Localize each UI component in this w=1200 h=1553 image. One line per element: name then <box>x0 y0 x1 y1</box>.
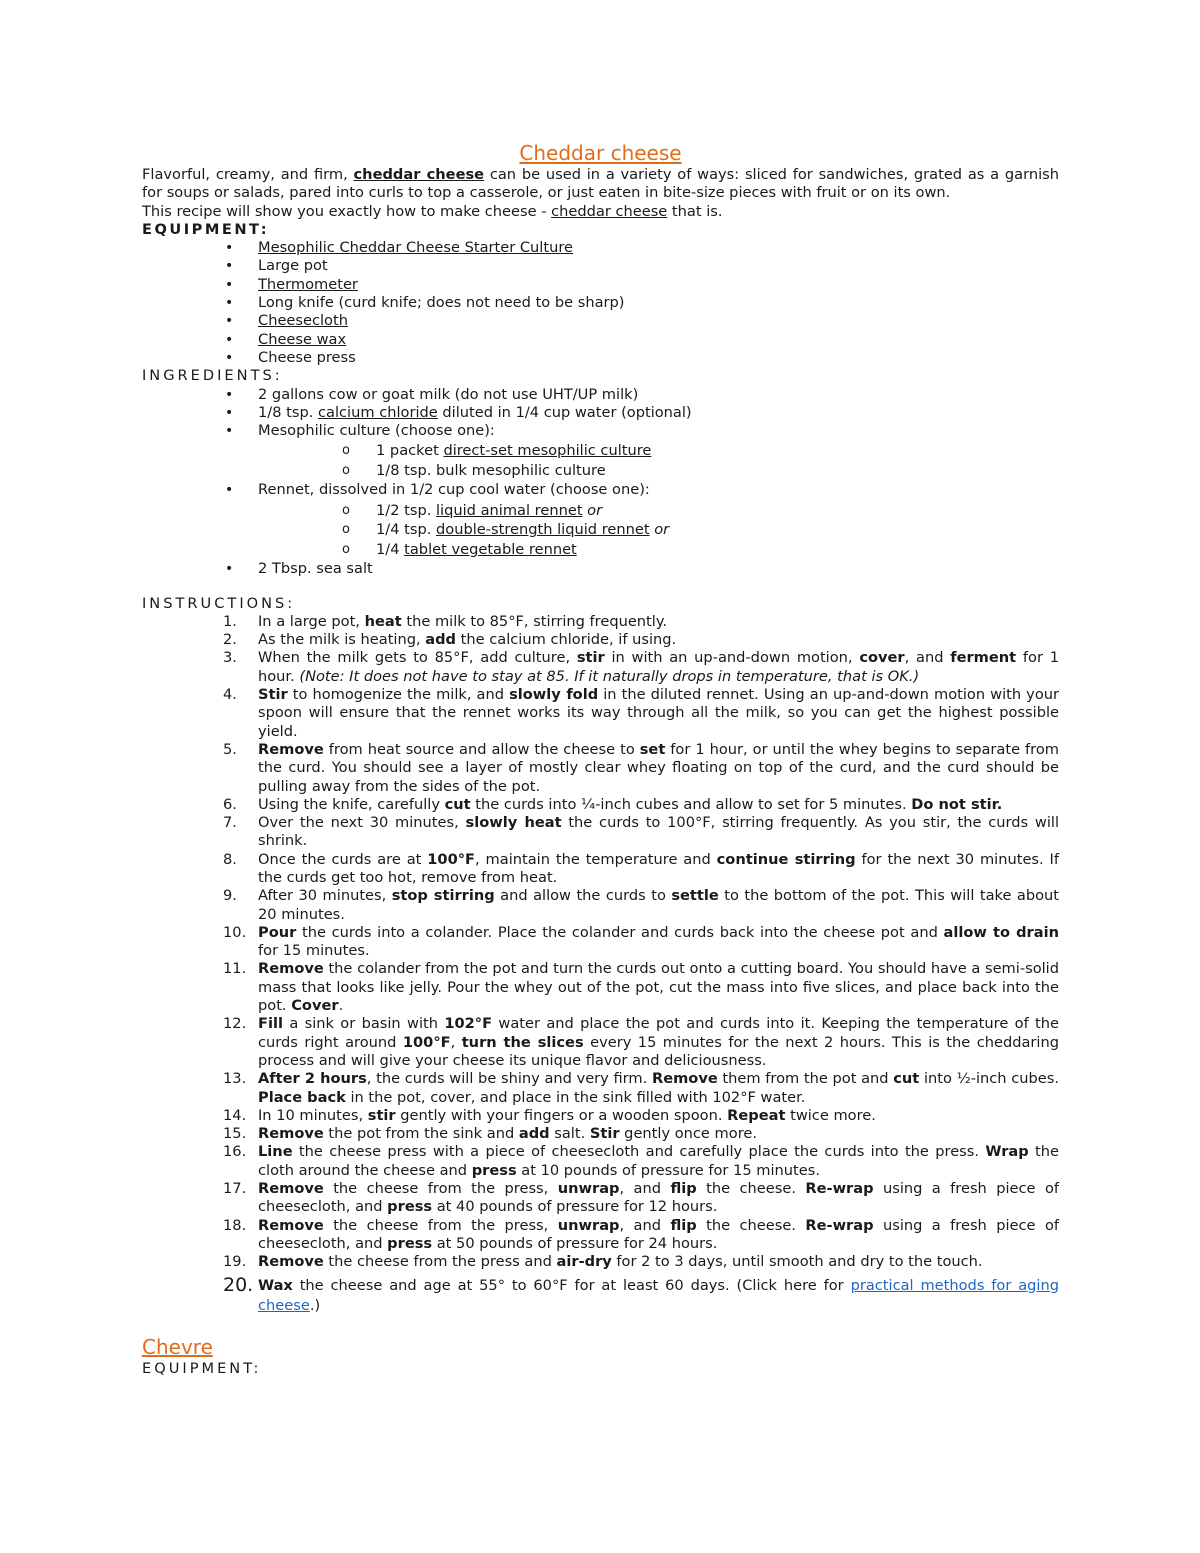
thermometer-link[interactable]: Thermometer <box>258 275 358 293</box>
step-number: 1. <box>223 612 237 630</box>
step-emphasis: 102°F <box>444 1015 493 1033</box>
instruction-step <box>223 1143 1059 1180</box>
intro-text: Flavorful, creamy, and firm, <box>142 166 354 183</box>
intro2-text-rest: that is. <box>667 202 723 220</box>
rennet-1-or: or <box>582 501 603 519</box>
step-text: in the diluted rennet. Using an up-and-down motion with your spoon will ensure that the rennet works its way through all the milk, so you can get the highest possible yield. <box>258 686 1059 740</box>
step-text: the cheese. <box>696 1216 806 1234</box>
step-number: 10. <box>223 923 247 941</box>
step-text: In a large pot, <box>258 612 365 630</box>
step-text: for 1 hour, or until the whey begins to separate from the curd. You should see a layer of mostly clear whey floating on top of the curd, and the curd should be pulling away from the sides of the pot. <box>258 740 1059 795</box>
instruction-step <box>223 1070 1059 1107</box>
step-emphasis: add <box>425 631 457 649</box>
step-number: 7. <box>223 814 237 832</box>
culture-2-text: 1/8 tsp. bulk mesophilic culture <box>376 461 606 479</box>
step-number: 18. <box>223 1216 247 1234</box>
list-item <box>258 560 1059 578</box>
rennet-3-text: 1/4 <box>376 540 405 558</box>
step-emphasis: 100°F <box>427 850 476 868</box>
step-text: using a fresh piece of cheesecloth, and <box>258 1216 1060 1252</box>
step-emphasis: Line <box>258 1143 293 1161</box>
step-text: the calcium chloride, if using. <box>456 631 677 649</box>
cheese-wax-link[interactable]: Cheese wax <box>258 330 347 348</box>
step-emphasis: Remove <box>651 1070 718 1088</box>
instruction-step <box>223 1125 1059 1143</box>
cheese-press-text: Cheese press <box>258 348 356 366</box>
step-text: at 10 pounds of pressure for 15 minutes. <box>516 1161 820 1179</box>
step-number: 20. <box>223 1273 254 1296</box>
step-text: twice more. <box>785 1106 876 1124</box>
step-text: , and <box>619 1180 671 1198</box>
step-emphasis: Do not stir. <box>911 795 1003 813</box>
step-text: the curds to 100°F, stirring frequently. As you stir, the curds will shrink. <box>258 814 1060 850</box>
step-text: for 2 to 3 days, until smooth and dry to the touch. <box>611 1253 983 1271</box>
culture-label: Mesophilic culture (choose one): <box>258 422 495 440</box>
milk-text: 2 gallons cow or goat milk (do not use UHT/UP milk) <box>258 385 639 403</box>
rennet-options <box>258 501 1059 560</box>
step-emphasis: cut <box>893 1070 920 1088</box>
step-emphasis: add <box>518 1125 550 1143</box>
sub-list-item <box>376 441 1059 461</box>
step-text: the cheese from the press, <box>323 1180 558 1198</box>
step-emphasis: press <box>387 1198 433 1216</box>
sub-list-item <box>376 501 1059 521</box>
instruction-step <box>223 1180 1060 1217</box>
instruction-step <box>223 1253 1059 1271</box>
calcium-chloride-link[interactable]: calcium chloride <box>318 403 438 421</box>
step-emphasis: After 2 hours <box>258 1070 367 1088</box>
step-text: salt. <box>549 1125 590 1143</box>
step-emphasis: Remove <box>258 1125 324 1143</box>
instruction-step <box>223 850 1059 888</box>
step-emphasis: continue stirring <box>716 850 856 868</box>
instruction-step <box>223 1106 1059 1125</box>
sub-list-item <box>376 461 1059 481</box>
instruction-step <box>223 1273 1059 1316</box>
step-text: , maintain the temperature and <box>475 850 717 868</box>
instruction-step <box>223 887 1059 924</box>
step-text: Over the next 30 minutes, <box>258 814 466 832</box>
cheddar-cheese-link-2[interactable]: cheddar cheese <box>551 202 668 220</box>
step-text: them from the pot and <box>717 1070 894 1088</box>
step-emphasis: stir <box>367 1106 396 1124</box>
step-number: 17. <box>223 1180 247 1198</box>
step-number: 6. <box>223 795 237 813</box>
step-text: for 15 minutes. <box>258 942 370 960</box>
step-emphasis: flip <box>670 1216 697 1234</box>
step-note: (Note: It does not have to stay at 85. If it naturally drops in temperature, that is OK.) <box>299 667 920 685</box>
step-emphasis: Remove <box>258 740 324 758</box>
step-text: As the milk is heating, <box>258 631 426 649</box>
step-text: using a fresh piece of cheesecloth, and <box>258 1180 1060 1216</box>
page-title: Cheddar cheese <box>519 141 682 165</box>
sub-list-item <box>376 520 1059 540</box>
step-text: the milk to 85°F, stirring frequently. <box>401 612 668 630</box>
step-emphasis: Remove <box>258 1253 324 1271</box>
step-emphasis: Pour <box>258 923 297 941</box>
list-item <box>258 312 1059 330</box>
step-number: 14. <box>223 1106 247 1124</box>
step-emphasis: slowly fold <box>509 686 599 704</box>
intro-text-rest: can be used in a variety of ways: sliced for sandwiches, grated as a garnish for soups or salads, pared into curls to top a casserole, or just eaten in bite-size pieces with fruit or on its own. <box>142 166 1059 202</box>
step-text: gently with your fingers or a wooden spoon. <box>395 1106 728 1124</box>
equipment-list <box>142 239 1059 367</box>
step-text: in the pot, cover, and place in the sink filled with 102°F water. <box>345 1088 806 1106</box>
step-number: 13. <box>223 1070 247 1088</box>
step-text: the colander from the pot and turn the curds out onto a cutting board. You should have a semi-solid mass that looks like jelly. Pour the whey out of the pot, cut the mass into five slices, and place back into the pot. <box>258 960 1059 1015</box>
step-text: . <box>338 997 344 1015</box>
step-emphasis: Fill <box>258 1015 283 1033</box>
starter-culture-link[interactable]: Mesophilic Cheddar Cheese Starter Culture <box>258 239 573 257</box>
step-text: every 15 minutes for the next 2 hours. This is the cheddaring process and will give your cheese its unique flavor and deliciousness. <box>258 1033 1060 1069</box>
list-item <box>258 349 1059 367</box>
step-emphasis: Wax <box>258 1276 293 1294</box>
rennet-2-text: 1/4 tsp. <box>376 521 436 539</box>
step-text: the cheese from the press and <box>323 1253 557 1271</box>
step-text: the cheese and age at 55° to 60°F for at least 60 days. (Click here for <box>292 1276 851 1294</box>
intro-paragraph <box>142 166 1059 203</box>
rennet-label: Rennet, dissolved in 1/2 cup cool water (choose one): <box>258 481 650 499</box>
instruction-step <box>223 649 1059 686</box>
tablet-vegetable-rennet-link[interactable]: tablet vegetable rennet <box>404 540 577 558</box>
step-emphasis: Repeat <box>727 1106 786 1124</box>
step-text: , the curds will be shiny and very firm. <box>366 1070 652 1088</box>
step-text: at 50 pounds of pressure for 24 hours. <box>432 1234 718 1252</box>
step-emphasis: Remove <box>258 1216 324 1234</box>
instruction-step <box>223 1015 1060 1070</box>
culture-options <box>258 441 1059 480</box>
step-number: 3. <box>223 649 237 667</box>
step-emphasis: Re-wrap <box>805 1180 874 1198</box>
ingredients-list <box>142 386 1059 579</box>
list-item <box>258 257 1059 275</box>
double-strength-rennet-link[interactable]: double-strength liquid rennet <box>436 521 650 539</box>
step-emphasis: turn the slices <box>461 1033 584 1051</box>
instruction-step <box>223 612 1059 631</box>
aging-cheese-link[interactable]: practical methods for aging cheese <box>258 1276 1059 1314</box>
chevre-title: Chevre <box>142 1334 213 1359</box>
list-item <box>258 331 1059 349</box>
step-emphasis: set <box>639 740 666 758</box>
list-item <box>258 422 1059 480</box>
list-item <box>258 481 1059 559</box>
step-emphasis: flip <box>670 1180 697 1198</box>
cheddar-cheese-link[interactable]: cheddar cheese <box>353 166 485 183</box>
step-text: a sink or basin with <box>282 1015 445 1033</box>
ingredients-heading: INGREDIENTS: <box>142 367 283 385</box>
list-item <box>258 404 1059 422</box>
step-emphasis: Place back <box>258 1088 346 1106</box>
step-number: 16. <box>223 1143 247 1161</box>
step-text: Once the curds are at <box>258 850 428 868</box>
step-text: .) <box>309 1296 321 1314</box>
step-text: , and <box>904 649 951 667</box>
rennet-2-or: or <box>649 521 670 539</box>
step-text: from heat source and allow the cheese to <box>323 740 640 758</box>
instructions-list <box>142 613 1059 1316</box>
direct-set-culture-link[interactable]: direct-set mesophilic culture <box>443 442 652 460</box>
step-emphasis: Stir <box>589 1125 620 1143</box>
step-emphasis: Re-wrap <box>805 1216 874 1234</box>
step-emphasis: air-dry <box>556 1253 612 1271</box>
step-emphasis: cut <box>444 795 471 813</box>
step-emphasis: press <box>471 1161 517 1179</box>
step-text: for the next 30 minutes. If the curds get too hot, remove from heat. <box>258 850 1059 886</box>
step-emphasis: Remove <box>258 960 324 978</box>
list-item <box>258 386 1059 404</box>
instructions-heading: INSTRUCTIONS: <box>142 594 296 612</box>
step-text: the cloth around the cheese and <box>258 1143 1059 1179</box>
step-text: the curds into ¼-inch cubes and allow to set for 5 minutes. <box>470 795 912 813</box>
step-emphasis: stir <box>576 649 605 667</box>
step-text: , and <box>619 1216 671 1234</box>
step-number: 19. <box>223 1253 247 1271</box>
list-item <box>258 276 1059 294</box>
intro2-text: This recipe will show you exactly how to make cheese - <box>142 202 552 220</box>
step-text: at 40 pounds of pressure for 12 hours. <box>432 1198 718 1216</box>
step-emphasis: unwrap <box>557 1180 620 1198</box>
step-text: the cheese press with a piece of cheesecloth and carefully place the curds into the press. <box>292 1143 986 1161</box>
step-emphasis: cover <box>859 649 905 667</box>
step-number: 5. <box>223 740 237 758</box>
step-emphasis: allow to drain <box>943 923 1059 941</box>
step-number: 9. <box>223 887 237 905</box>
step-number: 4. <box>223 686 237 704</box>
step-text: the cheese from the press, <box>323 1216 558 1234</box>
step-text: water and place the pot and curds into it. Keeping the temperature of the curds right around <box>258 1015 1059 1051</box>
instruction-step <box>223 795 1059 814</box>
calcium-text: 1/8 tsp. <box>258 403 318 421</box>
step-number: 8. <box>223 850 237 868</box>
instruction-step <box>223 923 1059 961</box>
large-pot-text: Large pot <box>258 257 328 275</box>
step-text: In 10 minutes, <box>258 1106 368 1124</box>
step-emphasis: settle <box>671 887 719 905</box>
document-page <box>142 140 1059 1378</box>
step-emphasis: slowly heat <box>465 814 562 832</box>
rennet-1-text: 1/2 tsp. <box>376 501 436 519</box>
step-emphasis: heat <box>364 612 402 630</box>
step-text: the cheese. <box>696 1180 806 1198</box>
instruction-step <box>223 631 1059 649</box>
step-number: 12. <box>223 1015 247 1033</box>
step-text: for 1 hour. <box>258 649 1059 685</box>
step-emphasis: Cover <box>291 997 339 1015</box>
step-text: the pot from the sink and <box>323 1125 519 1143</box>
step-number: 15. <box>223 1125 247 1143</box>
instruction-step <box>223 814 1060 851</box>
step-text: , <box>450 1033 462 1051</box>
instruction-step <box>223 1216 1060 1254</box>
step-emphasis: press <box>387 1234 433 1252</box>
step-text: After 30 minutes, <box>258 887 392 905</box>
step-emphasis: Wrap <box>985 1143 1029 1161</box>
step-number: 2. <box>223 631 237 649</box>
step-emphasis: Remove <box>258 1180 324 1198</box>
salt-text: 2 Tbsp. sea salt <box>258 560 373 578</box>
step-emphasis: stop stirring <box>391 887 495 905</box>
step-text: to homogenize the milk, and <box>287 686 510 704</box>
step-text: When the milk gets to 85°F, add culture, <box>258 649 577 667</box>
chevre-equipment-heading: EQUIPMENT: <box>142 1359 262 1377</box>
step-text: Using the knife, carefully <box>258 795 445 813</box>
list-item <box>258 239 1059 257</box>
list-item <box>258 294 1059 312</box>
sub-list-item <box>376 540 1059 560</box>
culture-1-text: 1 packet <box>376 442 444 460</box>
long-knife-text: Long knife (curd knife; does not need to be sharp) <box>258 294 625 312</box>
step-text: to the bottom of the pot. This will take about 20 minutes. <box>258 887 1059 923</box>
liquid-animal-rennet-link[interactable]: liquid animal rennet <box>436 501 583 519</box>
step-text: gently once more. <box>619 1125 757 1143</box>
calcium-text-rest: diluted in 1/4 cup water (optional) <box>437 403 692 421</box>
instruction-step <box>223 686 1059 741</box>
step-emphasis: ferment <box>950 649 1017 667</box>
instruction-step <box>223 740 1059 796</box>
instruction-step <box>223 960 1059 1015</box>
step-text: and allow the curds to <box>494 887 672 905</box>
equipment-heading: EQUIPMENT: <box>142 220 270 238</box>
step-emphasis: unwrap <box>557 1216 620 1234</box>
cheesecloth-link[interactable]: Cheesecloth <box>258 312 348 330</box>
step-text: into ½-inch cubes. <box>919 1070 1059 1088</box>
step-emphasis: Stir <box>258 686 288 704</box>
step-text: the curds into a colander. Place the colander and curds back into the cheese pot and <box>296 923 944 941</box>
intro-paragraph-2 <box>142 203 1059 221</box>
step-number: 11. <box>223 960 247 978</box>
step-emphasis: 100°F <box>402 1033 451 1051</box>
step-text: in with an up-and-down motion, <box>604 649 860 667</box>
